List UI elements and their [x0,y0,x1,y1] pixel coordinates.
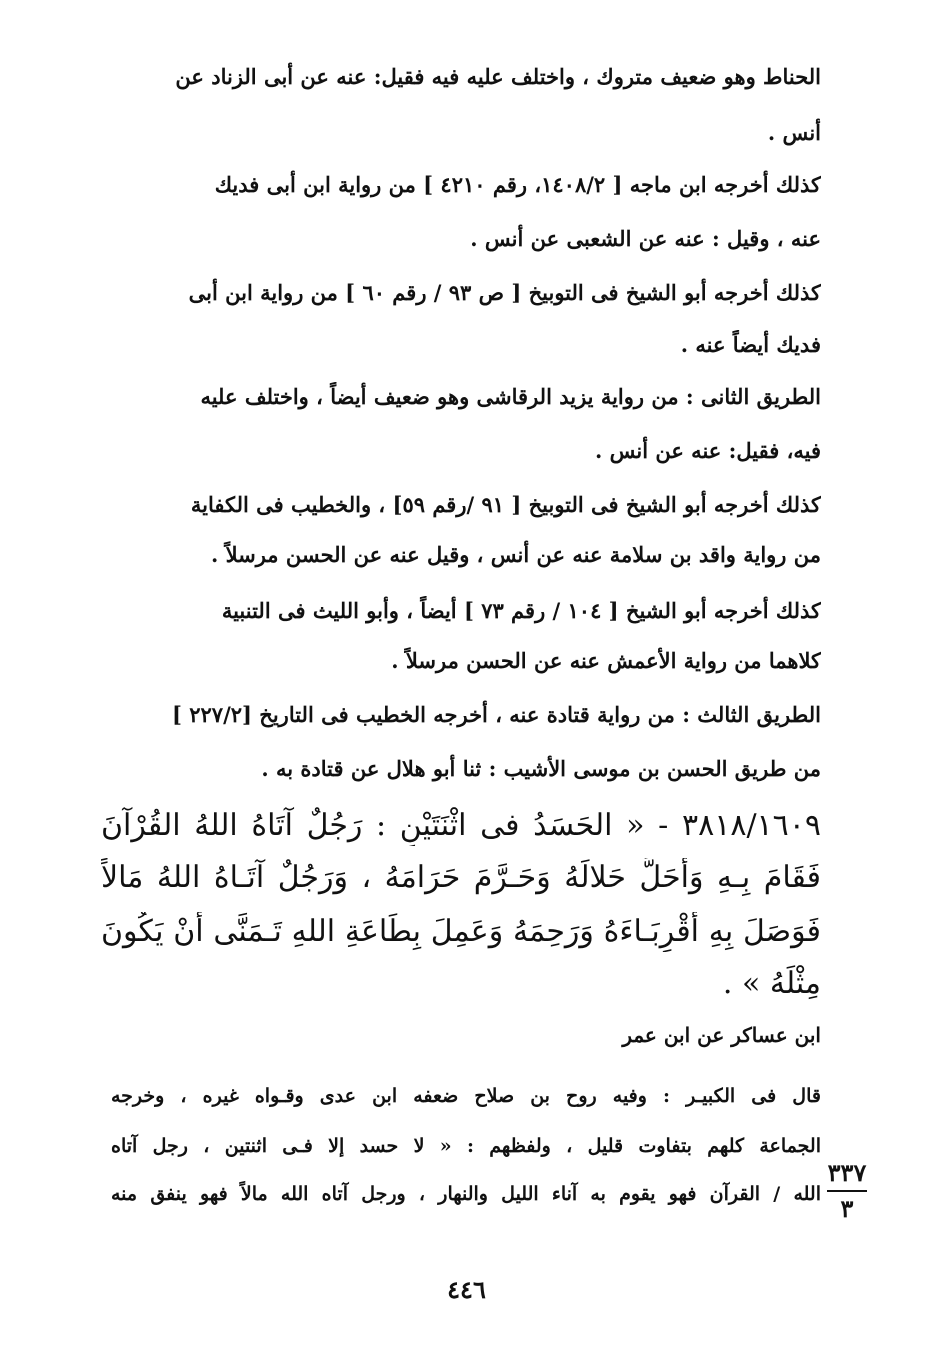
text-line-14: من طريق الحسن بن موسى الأشيب : ثنا أبو هلال عن قتادة به . [261,756,821,781]
text-line-7: الطريق الثانى : من رواية يزيد الرقاشى وهو ضعيف أيضاً ، واختلف عليه [200,384,821,409]
text-line-9: كذلك أخرجه أبو الشيخ فى التوبيخ [ ٩١ /رقم ٥٩] ، والخطيب فى الكفاية [190,492,821,517]
commentary-line-2: الجماعة كلهم بتفاوت قليل ، ولفظهم : « لا حسد إلا فـى اثنتين ، رجل آتاه [111,1135,821,1157]
text-line-10: من رواية واقد بن سلامة عنه عن أنس ، وقيل عنه عن الحسن مرسلاً . [210,542,821,567]
text-line-8: فيه، فقيل: عنه عن أنس . [594,438,821,463]
text-line-12: كلاهما من رواية الأعمش عنه عن الحسن مرسلاً . [391,648,821,673]
margin-reference-top: ٣٣٧ [827,1158,867,1187]
hadith-source: ابن عساكر عن ابن عمر [622,1023,821,1047]
commentary-line-1: قال فى الكبيـر : وفيه روح بن صلاح ضعفه ابن عدى وقـواه غيره ، وخرجه [111,1085,821,1107]
commentary-line-3: الله / القرآن فهو يقوم به آناء الليل والنهار ، ورجل آتاه الله مالاً فهو ينفق منه [111,1183,821,1205]
margin-reference [824,1160,870,1222]
text-line-3: كذلك أخرجه ابن ماجه [ ١٤٠٨/٢، رقم ٤٢١٠ ] من رواية ابن أبى فديك [214,172,821,197]
margin-reference-divider [827,1190,867,1192]
margin-reference-bottom: ٣ [840,1194,854,1223]
hadith-line-1: ٣٨١٨/١٦٠٩ - « الحَسَدُ فى اثْنَتَيْنِ : رَجُلٌ آتَاهُ اللهُ القُرْآنَ [101,808,821,843]
text-line-11: كذلك أخرجه أبو الشيخ [ ١٠٤ / رقم ٧٣ ] أيضاً ، وأبو الليث فى التنبية [221,598,821,623]
hadith-line-4: مِثْلَهُ » . [722,966,821,1001]
page-number: ٤٤٦ [447,1275,486,1304]
hadith-line-2: فَقَامَ بِـهِ وَأَحَلَّ حَلالَهُ وَحَـرَّمَ حَرَامَهُ ، وَرَجُلٌ آتَـاهُ اللهُ مَالاً [101,860,821,895]
text-line-13: الطريق الثالث : من رواية قتادة عنه ، أخرجه الخطيب فى التاريخ [٢٢٧/٢ ] [171,702,821,727]
text-line-4: عنه ، وقيل : عنه عن الشعبى عن أنس . [470,226,821,251]
text-line-5: كذلك أخرجه أبو الشيخ فى التوبيخ [ ص ٩٣ / رقم ٦٠ ] من رواية ابن أبى [188,280,821,305]
text-line-1: الحناط وهو ضعيف متروك ، واختلف عليه فيه فقيل: عنه عن أبى الزناد عن [175,64,821,89]
text-line-6: فديك أيضاً عنه . [680,332,821,357]
text-line-2: أنس . [767,120,821,145]
hadith-line-3: فَوَصَلَ بِهِ أَقْرِبَـاءَهُ وَرَحِمَهُ وَعَمِلَ بِطَاعَةِ اللهِ تَـمَنَّى أَنْ يَكُونَ [101,914,821,949]
